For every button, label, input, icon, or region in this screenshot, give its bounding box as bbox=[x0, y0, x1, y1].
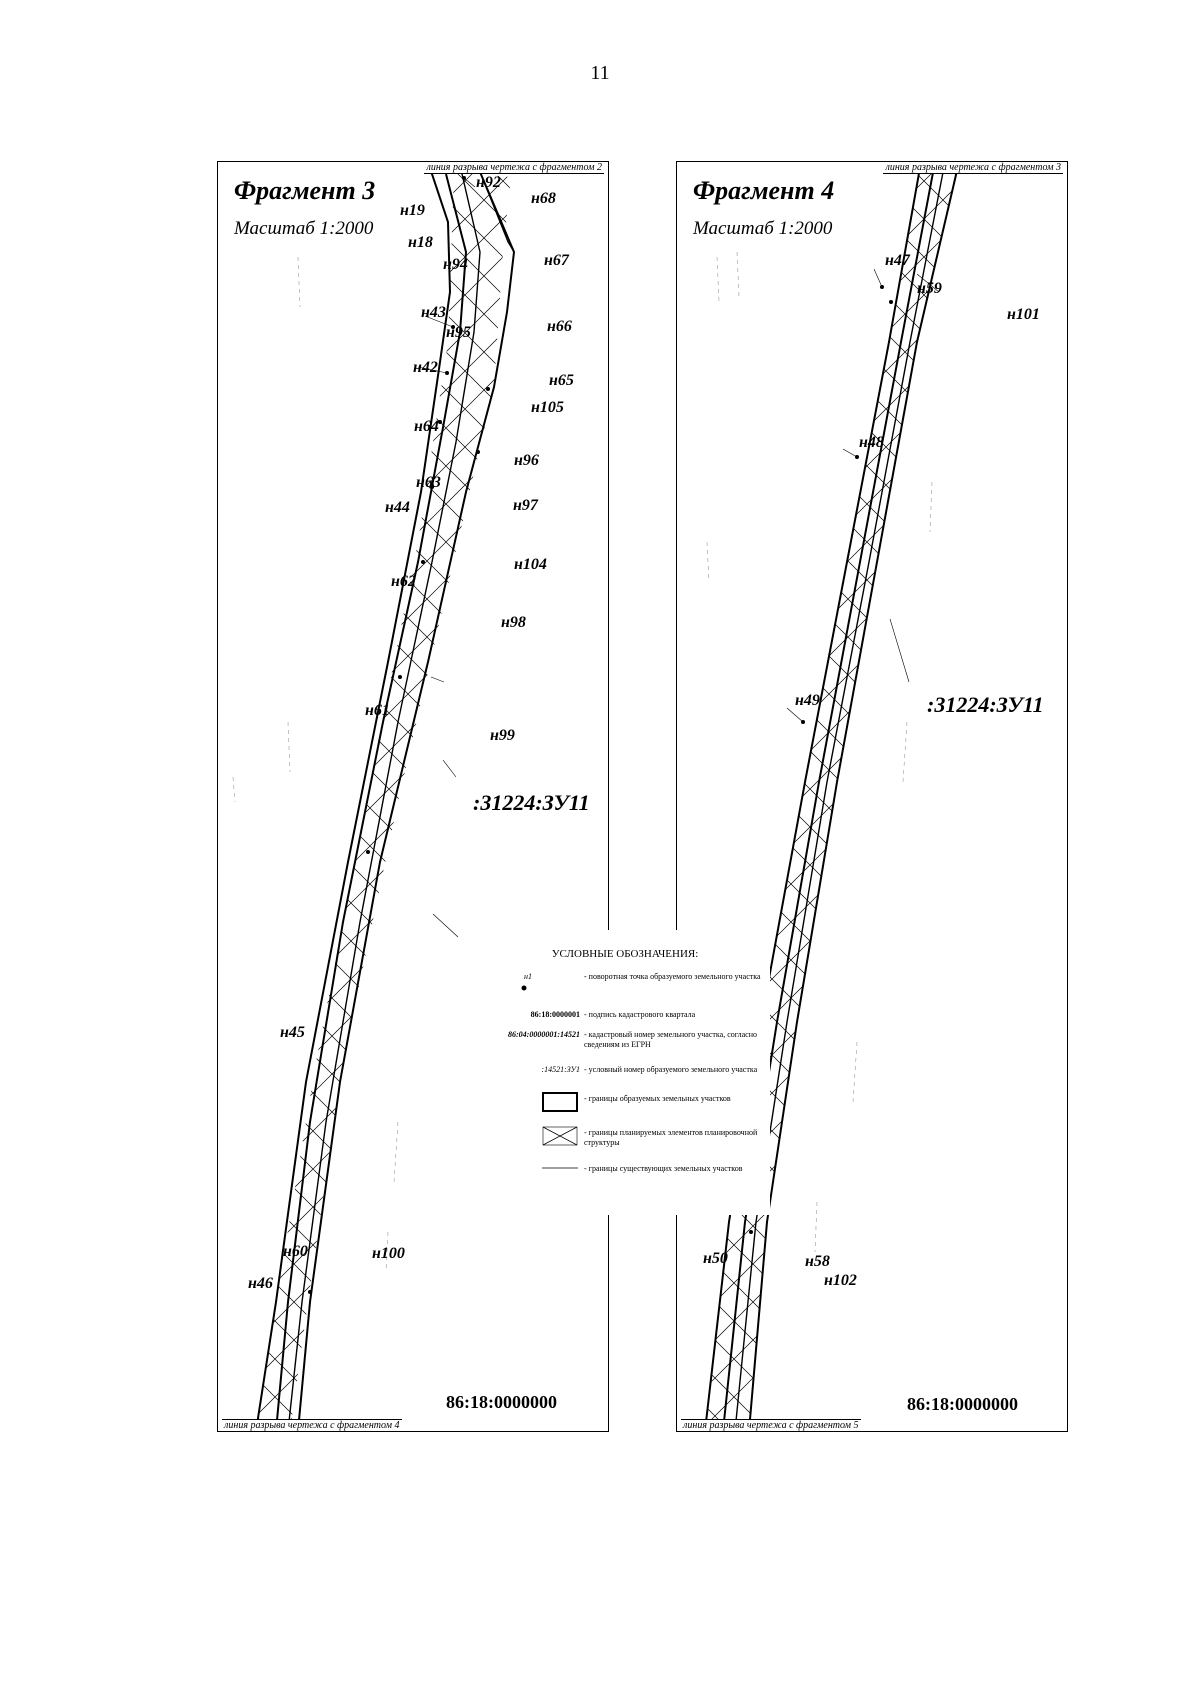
point-label: н59 bbox=[917, 280, 942, 297]
hatched-boundary-icon bbox=[542, 1126, 578, 1146]
point-label: н98 bbox=[501, 614, 526, 631]
point-label: н104 bbox=[514, 556, 547, 573]
parcel-boundary-right bbox=[749, 162, 959, 1431]
point-label: н97 bbox=[513, 497, 538, 514]
legend-description: - подпись кадастрового квартала bbox=[584, 1010, 696, 1019]
legend-description: - границы образуемых земельных участков bbox=[584, 1094, 731, 1103]
point-label: н100 bbox=[372, 1245, 405, 1262]
legend-description: - кадастровый номер земельного участка, согласно сведениям из ЕГРН bbox=[584, 1030, 757, 1049]
point-label: н58 bbox=[805, 1253, 830, 1270]
point-label: н64 bbox=[414, 418, 439, 435]
point-label: н61 bbox=[365, 702, 390, 719]
fragment-title: Фрагмент 3 bbox=[234, 176, 376, 205]
point-label: н96 bbox=[514, 452, 539, 469]
point-label: н63 bbox=[416, 474, 441, 491]
break-line-bottom-label: линия разрыва чертежа с фрагментом 5 bbox=[683, 1420, 859, 1431]
point-label: н102 bbox=[824, 1272, 857, 1289]
point-label: н99 bbox=[490, 727, 515, 744]
rectangle-boundary-icon bbox=[542, 1092, 578, 1112]
parcel-label: :31224:ЗУ11 bbox=[473, 790, 590, 815]
point-label: н50 bbox=[703, 1250, 728, 1267]
point-label: н45 bbox=[280, 1024, 305, 1041]
fragment-title: Фрагмент 4 bbox=[693, 176, 835, 205]
point-label: н67 bbox=[544, 252, 569, 269]
legend-title: УСЛОВНЫЕ ОБОЗНАЧЕНИЯ: bbox=[551, 948, 699, 960]
point-label: н66 bbox=[547, 318, 572, 335]
fragment-4-drawing bbox=[677, 162, 1067, 1431]
legend-symbol: 86:18:0000001 bbox=[530, 1010, 580, 1019]
break-line-top-label: линия разрыва чертежа с фрагментом 2 bbox=[426, 162, 602, 173]
break-line-bottom-label: линия разрыва чертежа с фрагментом 4 bbox=[224, 1420, 400, 1431]
point-label: н49 bbox=[795, 692, 820, 709]
point-label: н42 bbox=[413, 359, 438, 376]
parcel-boundary-left bbox=[256, 162, 450, 1431]
legend-description: - границы существующих земельных участков bbox=[584, 1164, 743, 1173]
quarter-label: 86:18:0000000 bbox=[907, 1394, 1018, 1414]
point-label: н60 bbox=[283, 1243, 308, 1260]
map-fragment-3 bbox=[217, 161, 609, 1432]
point-label: н62 bbox=[391, 573, 416, 590]
page-number: 11 bbox=[590, 62, 610, 84]
point-label: н65 bbox=[549, 372, 574, 389]
legend bbox=[480, 930, 770, 1215]
legend-item-turning-point bbox=[480, 972, 770, 1012]
point-label: н19 bbox=[400, 202, 425, 219]
map-fragment-4 bbox=[676, 161, 1068, 1432]
point-label: н92 bbox=[476, 174, 501, 191]
point-label: н46 bbox=[248, 1275, 273, 1292]
legend-description: - условный номер образуемого земельного участка bbox=[584, 1065, 758, 1074]
point-label: н43 bbox=[421, 304, 446, 321]
point-label: н44 bbox=[385, 499, 410, 516]
point-label: н48 bbox=[859, 434, 884, 451]
legend-item-existing-boundary bbox=[480, 1160, 770, 1200]
parcel-label: :31224:ЗУ11 bbox=[927, 692, 1044, 717]
break-line-top-label: линия разрыва чертежа с фрагментом 3 bbox=[885, 162, 1061, 173]
point-label: н95 bbox=[446, 324, 471, 341]
point-label: н105 bbox=[531, 399, 564, 416]
fragment-scale: Масштаб 1:2000 bbox=[234, 218, 374, 239]
point-label: н94 bbox=[443, 256, 468, 273]
legend-item-cadastral-number bbox=[480, 1030, 770, 1070]
legend-symbol: :14521:ЗУ1 bbox=[541, 1065, 580, 1074]
legend-description: - границы планируемых элементов планировочной структуры bbox=[584, 1128, 758, 1147]
point-label: н47 bbox=[885, 252, 910, 269]
fragment-scale: Масштаб 1:2000 bbox=[693, 218, 833, 239]
point-label: н101 bbox=[1007, 306, 1040, 323]
legend-symbol: 86:04:0000001:14521 bbox=[508, 1030, 580, 1039]
point-label: н68 bbox=[531, 190, 556, 207]
legend-symbol: н1 bbox=[524, 972, 532, 981]
thin-line-icon bbox=[542, 1166, 578, 1170]
point-label: н18 bbox=[408, 234, 433, 251]
legend-item-planning-boundary bbox=[480, 1124, 770, 1164]
legend-description: - поворотная точка образуемого земельного участка bbox=[584, 972, 761, 981]
point-dot-icon bbox=[520, 984, 528, 992]
quarter-label: 86:18:0000000 bbox=[446, 1392, 557, 1412]
